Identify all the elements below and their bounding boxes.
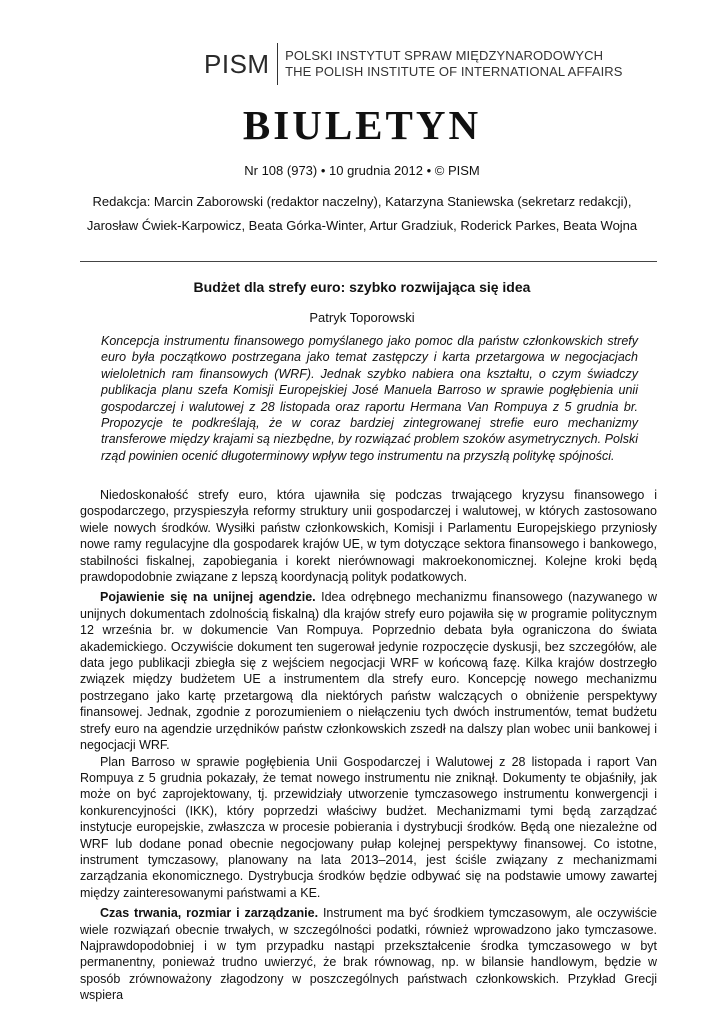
paragraph-intro: Niedoskonałość strefy euro, która ujawniła się podczas trwającego kryzysu finansowego i gospodarczego, przyspieszyła reformy struktury unii gospodarczej i walutowej, w których zastosowano wiele nowych środków. Wysiłki państw członkowskich, Komisji i Parlamentu Europejskiego przyniosły nowe ramy regulacyjne dla gospodarek krajów UE, w tym dotyczące sektora finansowego i bankowego, stabilności fiskalnej, zapobiegania i korekt nierównowagi makroekonomicznej. Kolejne kroki będą prawdopodobnie związane z lepszą koordynacją polityk podatkowych. — [80, 488, 657, 585]
logo-institute-name — [285, 48, 623, 80]
editorial-board — [0, 190, 724, 238]
section-lead-duration: Czas trwania, rozmiar i zarządzanie. — [100, 906, 319, 921]
logo-divider — [277, 43, 279, 85]
pism-logo — [204, 43, 623, 85]
editors-line-2: Jarosław Ćwiek-Karpowicz, Beata Górka-Winter, Artur Gradziuk, Roderick Parkes, Beata Wojna — [86, 218, 638, 233]
header-divider — [80, 261, 657, 262]
institute-name-pl: POLSKI INSTYTUT SPRAW MIĘDZYNARODOWYCH — [285, 48, 604, 63]
editors-line-1: Redakcja: Marcin Zaborowski (redaktor naczelny), Katarzyna Staniewska (sekretarz redakcji), — [92, 194, 632, 209]
issue-info: Nr 108 (973) • 10 grudnia 2012 • © PISM — [244, 163, 480, 178]
logo-acronym: PISM — [204, 49, 270, 79]
article-author: Patryk Toporowski — [309, 310, 415, 325]
paragraph-duration — [80, 905, 657, 1003]
article-abstract: Koncepcja instrumentu finansowego pomyślanego jako pomoc dla państw członkowskich strefy euro była początkowo postrzegana jako temat zastępczy i karta przetargowa w negocjacjach wieloletnich ram finansowych (WRF). Jednak szybko nabiera ona kształtu, o czym świadczy publikacja planu szefa Komisji Europejskiej José Manuela Barroso w sprawie pogłębienia unii gospodarczej i walutowej z 28 listopada oraz raportu Hermana Van Rompuya z 5 grudnia br. Propozycje te podkreślają, że w coraz bardziej zintegrowanej strefie euro mechanizmy transferowe między krajami są niezbędne, by rozwiązać problem szoków asymetrycznych. Polski rząd powinien ocenić długoterminowy wpływ tego instrumentu na przyszłą politykę spójności. — [101, 334, 638, 463]
paragraph-agenda-text: Idea odrębnego mechanizmu finansowego (nazywanego w unijnych dokumentach zdolnością fiskalną) dla krajów strefy euro pojawiła się w programie politycznym 12 września br. w dokumencie Van Rompuya. Poprzednio debata była ograniczona do świata akademickiego. Oczywiście dokument ten sugerował jedynie rozpoczęcie dyskusji, bez szczegółów, ale data jego publikacji zbiegła się z wejściem negocjacji WRF w końcową fazę. Kilka krajów dostrzegło związek między budżetem UE a instrumentem dla strefy euro. Koncepcję nowego mechanizmu postrzegano jako kartę przetargową dla niektórych państw walczących o obniżenie perspektywy finansowej. Jednak, zgodnie z porozumieniem o niełączeniu tych dwóch instrumentów, temat budżetu strefy euro na agendzie urzędników państw członkowskich zszedł na dalszy plan wobec unii bankowej i negocjacji WRF. — [80, 590, 657, 753]
article-body — [80, 487, 657, 1004]
paragraph-agenda — [80, 589, 657, 753]
section-lead-agenda: Pojawienie się na unijnej agendzie. — [100, 590, 316, 605]
paragraph-duration-text: Instrument ma być środkiem tymczasowym, ale oczywiście wiele rozwiązań obecnie trwałych, w szczególności podatki, również wprowadzono jako tymczasowe. Najprawdopodobniej i w tym przypadku nastąpi przekształcenie środka tymczasowego w byt permanentny, ponieważ trudno uwierzyć, że brak równowag, np. w bilansie handlowym, będzie w sposób zrównoważony złagodzony w poszczególnych państwach członkowskich. Przykład Grecji wspiera — [80, 906, 657, 1003]
article-headline: Budżet dla strefy euro: szybko rozwijająca się idea — [193, 279, 531, 295]
paragraph-barroso-plan: Plan Barroso w sprawie pogłębienia Unii Gospodarczej i Walutowej z 28 listopada i raport Van Rompuya z 5 grudnia pokazały, że temat nowego instrumentu nie zniknął. Dokumenty te objaśniły, jak może on być zaprojektowany, tj. przewidziały utworzenie tymczasowego instrumentu konwergencji i konkurencyjności (IKK), który poprzedzi właściwy budżet. Mechanizmami tymi będą zarządzać instytucje europejskie, zwłaszcza w procesie pobierania i dystrybucji środków. Będą one niezależne od WRF lub dodane ponad obecnie negocjowany pułap kolejnej perspektywy finansowej. Co istotne, instrument tymczasowy, planowany na lata 2013–2014, jest ściśle związany z mechanizmami zarządzania ekonomicznego. Dystrybucja środków będzie odbywać się na podstawie umowy zawartej między zainteresowanymi państwami a KE. — [80, 754, 657, 900]
bulletin-title: BIULETYN — [242, 102, 482, 148]
institute-name-en: THE POLISH INSTITUTE OF INTERNATIONAL AFFAIRS — [285, 64, 623, 79]
